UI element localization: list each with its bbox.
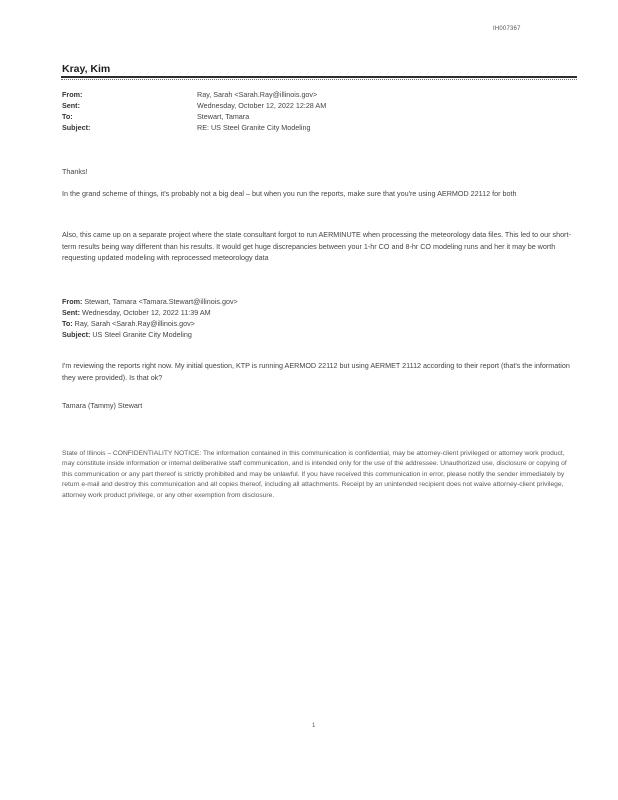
paragraph-text: In the grand scheme of things, it's probably not a big deal – but when you run the reports, make sure that you're using AERMOD 22112 for both: [62, 189, 517, 198]
email-greeting: [62, 166, 572, 178]
forwarded-subject-value: US Steel Granite City Modeling: [92, 330, 192, 339]
forwarded-message: [62, 360, 572, 383]
header-label: From:: [62, 90, 83, 99]
signature: [62, 400, 572, 412]
paragraph-text: Also, this came up on a separate project where the state consultant forgot to run AERMINUTE when processing the meteorology data files. This led to our short-term results being way different than his results. It would get huge discrepancies between your 1-hr CO and 8-hr CO modeling runs and her it may be worth requesting updated modeling with reprocessed meteorology data: [62, 230, 571, 262]
forwarded-from-value: Stewart, Tamara <Tamara.Stewart@illinois.gov>: [84, 297, 238, 306]
signature-text: Tamara (Tammy) Stewart: [62, 401, 143, 410]
header-label: To:: [62, 112, 73, 121]
header-row-sent: [62, 100, 326, 111]
forwarded-sent-label: Sent:: [62, 308, 80, 317]
forwarded-to-label: To:: [62, 319, 73, 328]
forwarded-subject-label: Subject:: [62, 330, 91, 339]
greeting-text: Thanks!: [62, 167, 88, 176]
header-row-subject: [62, 122, 326, 133]
forwarded-subject: [62, 329, 238, 340]
header-row-to: [62, 111, 326, 122]
header-row-from: [62, 89, 326, 100]
header-divider: [61, 76, 577, 78]
header-divider-dotted: [61, 79, 577, 80]
forwarded-to-value: Ray, Sarah <Sarah.Ray@illinois.gov>: [74, 319, 195, 328]
header-label: Sent:: [62, 101, 80, 110]
header-value: RE: US Steel Granite City Modeling: [197, 123, 311, 132]
forwarded-sent: [62, 307, 238, 318]
email-header: [62, 89, 326, 133]
forwarded-from: [62, 296, 238, 307]
document-id: IH007367: [493, 26, 521, 32]
header-value: Ray, Sarah <Sarah.Ray@illinois.gov>: [197, 90, 318, 99]
email-paragraph-2: [62, 229, 572, 264]
forwarded-to: [62, 318, 238, 329]
header-value: Stewart, Tamara: [197, 112, 250, 121]
forwarded-from-label: From:: [62, 297, 83, 306]
paragraph-text: I'm reviewing the reports right now. My initial question, KTP is running AERMOD 22112 but using AERMET 21112 according to their report (that's the information they were provided). Is that ok?: [62, 361, 570, 382]
header-label: Subject:: [62, 123, 91, 132]
page-number: 1: [312, 723, 316, 729]
confidentiality-notice: State of Illinois – CONFIDENTIALITY NOTICE: The information contained in this communication is confidential, may be attorney-client privileged or attorney work product, may constitute inside information or internal deliberative staff communication, and is intended only for the use of the addressee. Unauthorized use, disclosure or copying of this communication or any part thereof is strictly prohibited and may be unlawful. If you have received this communication in error, please notify the sender immediately by return e-mail and destroy this communication and all copies thereof, including all attachments. Receipt by an unintended recipient does not waive attorney-client privilege, attorney work product privilege, or any other exemption from disclosure.: [62, 450, 567, 499]
forwarded-header: [62, 296, 238, 340]
forwarded-sent-value: Wednesday, October 12, 2022 11:39 AM: [81, 308, 211, 317]
mailbox-owner-name: Kray, Kim: [62, 63, 111, 75]
email-paragraph-1: [62, 188, 572, 200]
header-value: Wednesday, October 12, 2022 12:28 AM: [197, 101, 327, 110]
